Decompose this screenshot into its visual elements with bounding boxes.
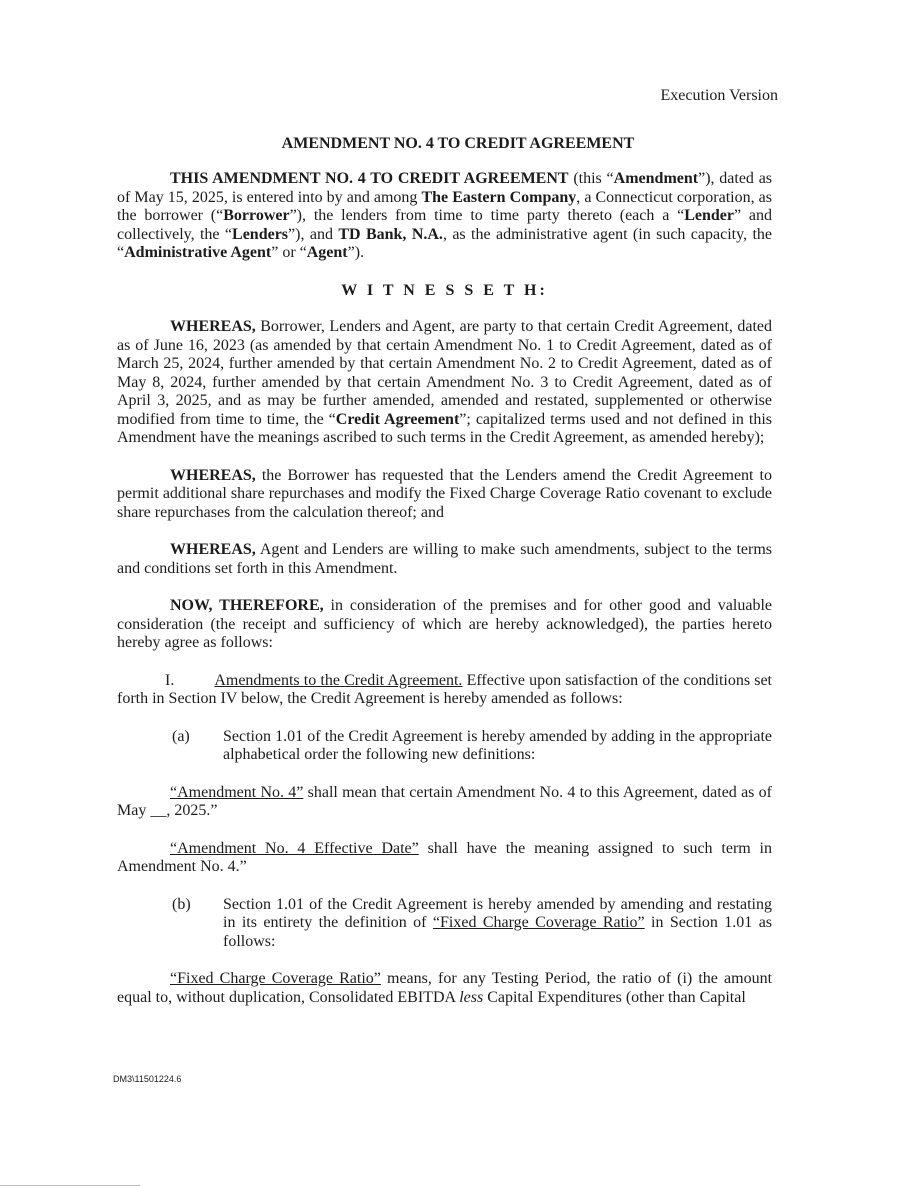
section-number: I.: [165, 671, 175, 689]
company-name: The Eastern Company: [421, 188, 577, 206]
document-title: AMENDMENT NO. 4 TO CREDIT AGREEMENT: [281, 135, 635, 152]
term-lenders: Lenders: [232, 225, 289, 243]
defined-term: “Amendment No. 4 Effective Date”: [170, 839, 419, 857]
item-b-label: (b): [172, 895, 191, 913]
now-therefore-paragraph: NOW, THEREFORE, in consideration of the premises and for other good and valuable consideration (the receipt and sufficiency of which are hereby acknowledged), the parties hereto hereby agree as follows:: [117, 597, 772, 651]
item-b: (b) Section 1.01 of the Credit Agreement is hereby amended by amending and restating in its entirety the definition of “Fixed Charge Coverage Ratio” in Section 1.01 as follows:: [172, 895, 773, 950]
document-id-footer: DM3\11501224.6: [113, 1074, 182, 1084]
term-borrower: Borrower: [223, 207, 290, 224]
whereas-paragraph-3: WHEREAS, Agent and Lenders are willing to make such amendments, subject to the terms and conditions set forth in this Amendment.: [117, 541, 772, 577]
defined-term: “Amendment No. 4”: [170, 783, 304, 801]
term-credit-agreement: Credit Agreement: [335, 410, 460, 428]
intro-lead: THIS AMENDMENT NO. 4 TO CREDIT AGREEMENT: [170, 170, 569, 187]
term-amendment: Amendment: [613, 170, 699, 187]
term-agent: Agent: [306, 244, 348, 261]
term-admin-agent: Administrative Agent: [124, 244, 272, 261]
intro-paragraph: THIS AMENDMENT NO. 4 TO CREDIT AGREEMENT (this “Amendment”), dated as of May 15, 2025, is entered into by and among The Eastern Company, a Connecticut corporation, as the borrower (“Borrower”), the lenders from time to time party thereto (each a “Lender” and collectively, the “Lenders”), and TD Bank, N.A., as the administrative agent (in such capacity, the “Administrative Agent” or “Agent”).: [117, 170, 773, 261]
section-1-paragraph: I. Amendments to the Credit Agreement. Effective upon satisfaction of the conditions set forth in Section IV below, the Credit Agreement is hereby amended as follows:: [117, 671, 773, 707]
term-lender: Lender: [684, 207, 734, 224]
item-a-label: (a): [172, 727, 190, 745]
item-a: (a) Section 1.01 of the Credit Agreement is hereby amended by adding in the appropriate alphabetical order the following new definitions:: [172, 727, 772, 763]
defined-term: “Fixed Charge Coverage Ratio”: [432, 914, 645, 931]
section-heading: Amendments to the Credit Agreement.: [214, 671, 463, 689]
definition-effective-date: “Amendment No. 4 Effective Date” shall have the meaning assigned to such term in Amendment No. 4.”: [117, 839, 773, 875]
whereas-paragraph-2: WHEREAS, the Borrower has requested that the Lenders amend the Credit Agreement to permit additional share repurchases and modify the Fixed Charge Coverage Ratio covenant to exclude share repurchases from the calculation thereof; and: [117, 466, 772, 521]
defined-term: “Fixed Charge Coverage Ratio”: [170, 970, 381, 987]
document-body: [117, 170, 772, 1026]
definition-fixed-charge-ratio: “Fixed Charge Coverage Ratio” means, for any Testing Period, the ratio of (i) the amount equal to, without duplication, Consolidated EBITDA less Capital Expenditures (other than Capital: [117, 970, 773, 1006]
version-label: Execution Version: [660, 87, 778, 104]
bank-name: TD Bank, N.A.: [338, 225, 443, 243]
witnesseth-heading: W I T N E S S E T H:: [341, 281, 548, 299]
definition-amendment-no-4: “Amendment No. 4” shall mean that certain Amendment No. 4 to this Agreement, dated as of May __, 2025.”: [117, 783, 772, 819]
whereas-paragraph-1: WHEREAS, Borrower, Lenders and Agent, are party to that certain Credit Agreement, dated as of June 16, 2023 (as amended by that certain Amendment No. 1 to Credit Agreement, dated as of March 25, 2024, further amended by that certain Amendment No. 2 to Credit Agreement, dated as of May 8, 2024, further amended by that certain Amendment No. 3 to Credit Agreement, dated as of April 3, 2025, and as may be further amended, amended and restated, supplemented or otherwise modified from time to time, the “Credit Agreement”; capitalized terms used and not defined in this Amendment have the meanings ascribed to such terms in the Credit Agreement, as amended hereby);: [117, 318, 773, 446]
